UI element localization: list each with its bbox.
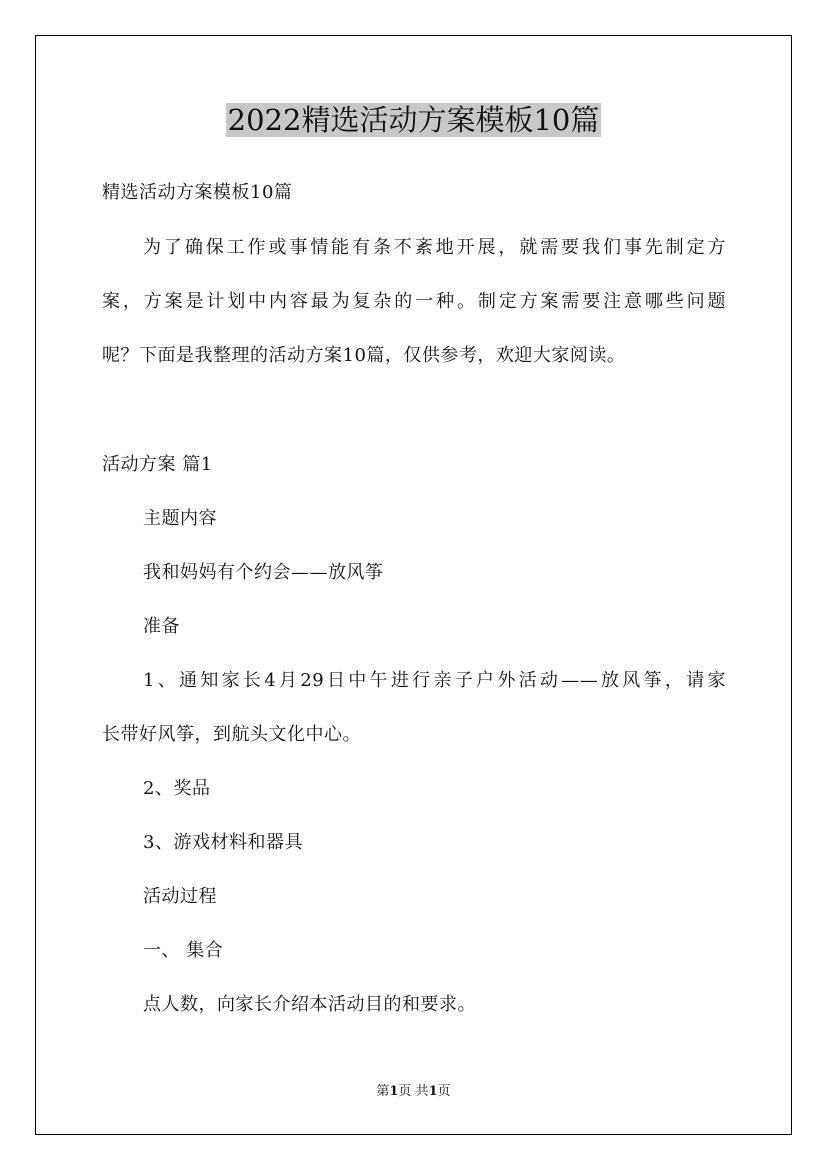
footer-page-number: 1 xyxy=(389,1084,399,1099)
body-line: 我和妈妈有个约会——放风筝 xyxy=(143,562,384,583)
document-title xyxy=(0,98,827,142)
document-subtitle: 精选活动方案模板10篇 xyxy=(102,182,293,203)
body-line: 点人数，向家长介绍本活动目的和要求。 xyxy=(143,994,476,1015)
body-line: 1、通知家长4月29日中午进行亲子户外活动——放风筝，请家 xyxy=(143,670,726,691)
footer-suffix: 页 xyxy=(437,1084,451,1099)
body-line: 准备 xyxy=(143,616,180,637)
body-line: 一、 集合 xyxy=(143,940,224,961)
footer-page-total: 1 xyxy=(428,1084,438,1099)
body-line: 2、奖品 xyxy=(143,778,211,799)
section-heading: 活动方案 篇1 xyxy=(102,454,213,475)
document-title-text: 2022精选活动方案模板10篇 xyxy=(227,103,600,137)
footer-mid: 页 共 xyxy=(398,1084,429,1099)
footer-prefix: 第 xyxy=(376,1084,390,1099)
body-line: 3、游戏材料和器具 xyxy=(143,832,303,853)
body-line: 主题内容 xyxy=(143,508,217,529)
intro-line-1: 为了确保工作或事情能有条不紊地开展，就需要我们事先制定方 xyxy=(143,237,726,258)
intro-line-3: 呢？下面是我整理的活动方案10篇，仅供参考，欢迎大家阅读。 xyxy=(102,345,626,366)
page-footer xyxy=(0,1083,827,1101)
body-line: 活动过程 xyxy=(143,886,217,907)
intro-line-2: 案，方案是计划中内容最为复杂的一种。制定方案需要注意哪些问题 xyxy=(102,291,726,312)
body-line: 长带好风筝，到航头文化中心。 xyxy=(102,724,361,745)
